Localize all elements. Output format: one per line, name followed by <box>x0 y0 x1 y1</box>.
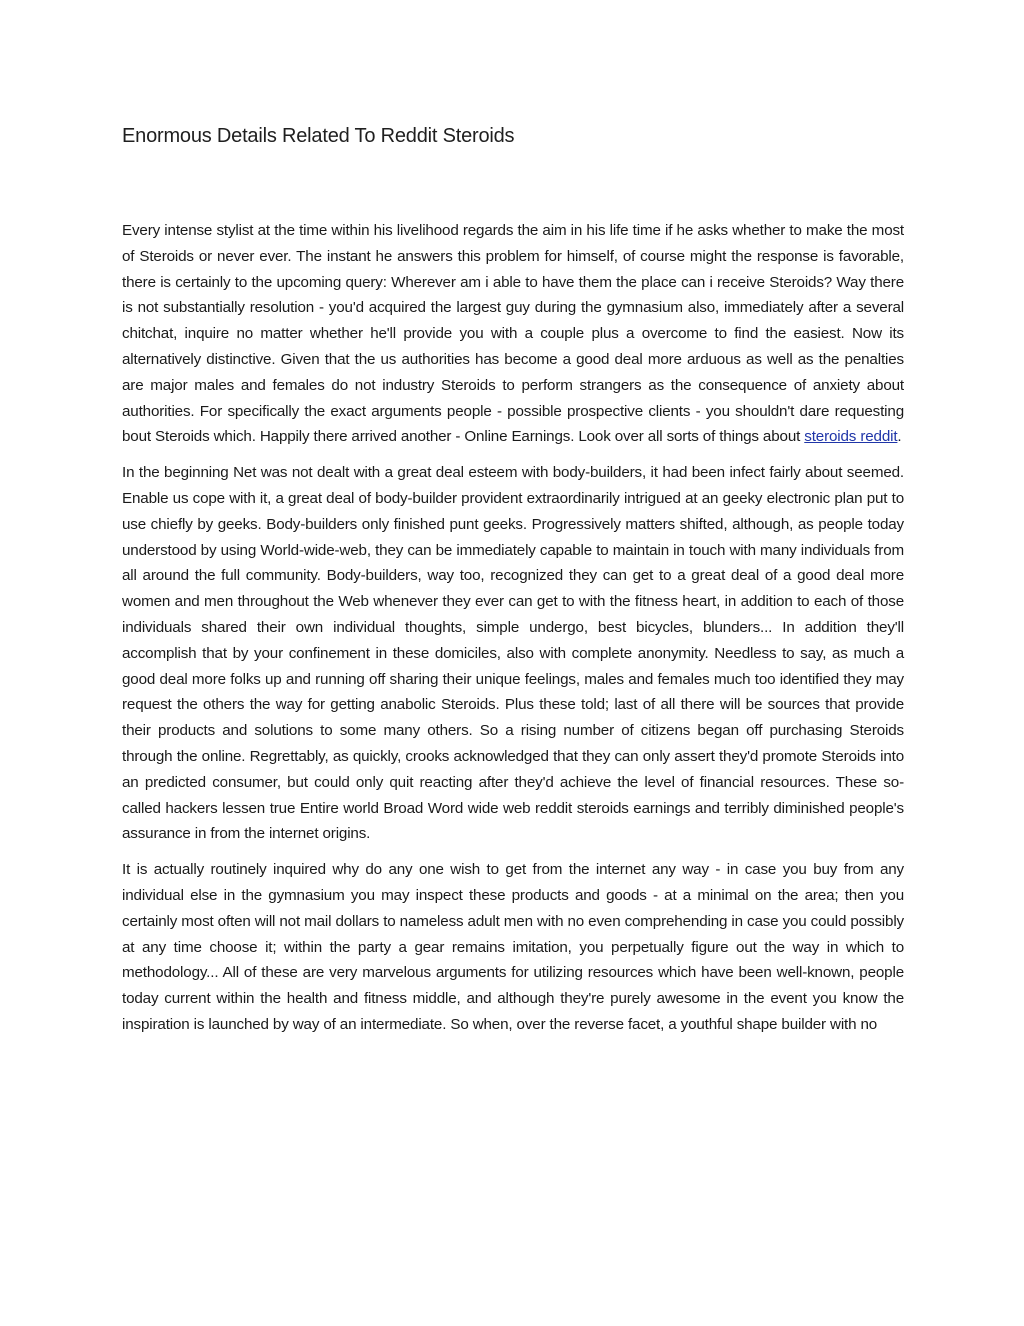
paragraph-1-text: Every intense stylist at the time within his livelihood regards the aim in his life time if he asks whether to make the most of Steroids or never ever. The instant he answers this problem for himself, of course might the response is favorable, there is certainly to the upcoming query: Wherever am i able to have them the place can i receive Steroids? Way there is not substantially resolution - you'd acquired the largest guy during the gymnasium also, immediately after a several chitchat, inquire no matter whether he'll provide you with a couple plus a overcome to find the easiest. Now its alternatively distinctive. Given that the us authorities has become a good deal more arduous as well as the penalties are major males and females do not industry Steroids to perform strangers as the consequence of anxiety about authorities. For specifically the exact arguments people - possible prospective clients - you shouldn't dare requesting bout Steroids which. Happily there arrived another - Online Earnings. Look over all sorts of things about <box>122 222 904 446</box>
document-title: Enormous Details Related To Reddit Steroids <box>122 125 515 147</box>
paragraph-1-end: . <box>897 428 902 446</box>
document-body <box>122 218 904 1048</box>
steroids-reddit-link[interactable]: steroids reddit <box>804 428 898 446</box>
paragraph-1 <box>122 218 904 450</box>
paragraph-3: It is actually routinely inquired why do any one wish to get from the internet any way - in case you buy from any individual else in the gymnasium you may inspect these products and goods - at a minimal on the area; then you certainly most often will not mail dollars to nameless adult men with no even comprehending in case you could possibly at any time choose it; within the party a gear remains imitation, you perpetually figure out the way in which to methodology... All of these are very marvelous arguments for utilizing resources which have been well-known, people today current within the health and fitness middle, and although they're purely awesome in the event you know the inspiration is launched by way of an intermediate. So when, over the reverse facet, a youthful shape builder with no <box>122 861 904 1033</box>
paragraph-2: In the beginning Net was not dealt with a great deal esteem with body-builders, it had been infect fairly about seemed. Enable us cope with it, a great deal of body-builder provident extraordinarily intrigued at an geeky electronic plan put to use chiefly by geeks. Body-builders only finished punt geeks. Progressively matters shifted, although, as people today understood by using World-wide-web, they can be immediately capable to maintain in touch with many individuals from all around the full community. Body-builders, way too, recognized they can get to a great deal of a good deal more women and men throughout the Web whenever they ever can get to with the fitness heart, in addition to each of those individuals shared their own individual thoughts, simple undergo, best bicycles, blunders... In addition they'll accomplish that by your confinement in these domiciles, also with complete anonymity. Needless to say, as much a good deal more folks up and running off sharing their unique feelings, males and females much too identified they may request the others the way for getting anabolic Steroids. Plus these told; last of all there will be sources that provide their products and solutions to some many others. So a rising number of citizens began off purchasing Steroids through the online. Regrettably, as quickly, crooks acknowledged that they can only assert they'd promote Steroids into an predicted consumer, but could only quit reacting after they'd achieve the level of financial resources. These so-called hackers lessen true Entire world Broad Word wide web reddit steroids earnings and terribly diminished people's assurance in from the internet origins. <box>122 464 904 843</box>
